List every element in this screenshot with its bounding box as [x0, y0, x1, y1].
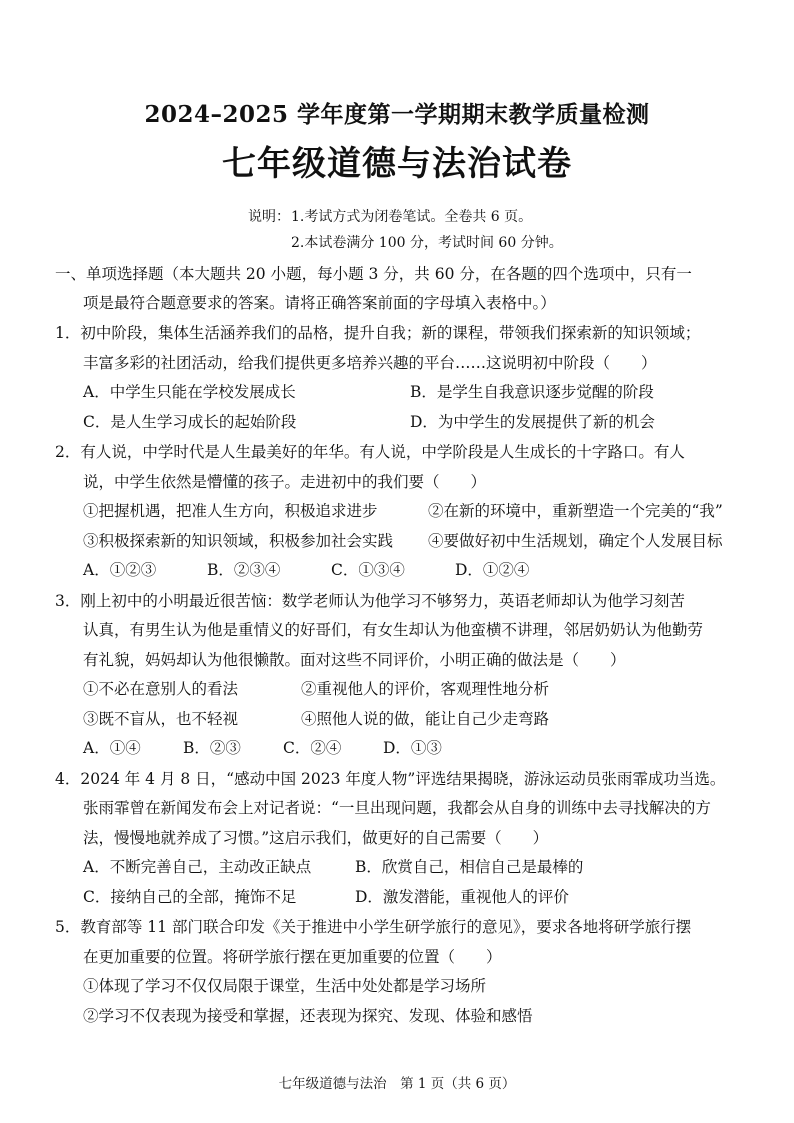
- option-c: C．①③④: [331, 561, 405, 579]
- stem-line: 有礼貌，妈妈却认为他很懒散。面对这些不同评价，小明正确的做法是（ ）: [83, 650, 626, 669]
- stem-line: 2．有人说，中学时代是人生最美好的年华。有人说，中学阶段是人生成长的十字路口。有人: [55, 443, 685, 461]
- question-options: [55, 853, 745, 912]
- option-b: B．欣赏自己，相信自己是最棒的: [355, 858, 584, 876]
- statement-4: ④要做好初中生活规划，确定个人发展目标: [428, 531, 723, 550]
- statement-3: ③积极探索新的知识领域，积极参加社会实践: [83, 531, 394, 550]
- question-2: [55, 438, 745, 586]
- exam-header: [0, 98, 794, 190]
- exam-content: [55, 260, 745, 1031]
- question-statements: [55, 497, 745, 556]
- stem-line: 丰富多彩的社团活动，给我们提供更多培养兴趣的平台……这说明初中阶段（ ）: [83, 353, 657, 372]
- question-stem: [55, 438, 745, 497]
- exam-title-line1: 2024–2025 学年度第一学期期末教学质量检测: [144, 101, 650, 128]
- option-b: B．②③④: [207, 561, 281, 579]
- statement-4: ④照他人说的做，能让自己少走弯路: [301, 709, 550, 728]
- option-b: B．②③: [183, 739, 241, 757]
- option-d: D．激发潜能，重视他人的评价: [355, 887, 569, 906]
- stem-line: 在更加重要的位置。将研学旅行摆在更加重要的位置（ ）: [83, 947, 502, 966]
- option-c: C．接纳自己的全部，掩饰不足: [83, 887, 297, 906]
- option-c: C．是人生学习成长的起始阶段: [83, 412, 297, 431]
- option-a: A．不断完善自己，主动改正缺点: [83, 858, 312, 876]
- question-5: [55, 913, 745, 1031]
- instruction-item: 1.考试方式为闭卷笔试。全卷共 6 页。: [291, 209, 533, 225]
- question-stem: [55, 913, 745, 972]
- stem-line: 5．教育部等 11 部门联合印发《关于推进中小学生研学旅行的意见》，要求各地将研学旅行摆: [55, 918, 692, 936]
- instructions-label: 说明：: [248, 209, 290, 225]
- statement-1: ①体现了学习不仅仅局限于课堂，生活中处处都是学习场所: [83, 977, 487, 995]
- option-a: A．①④: [83, 739, 141, 757]
- page-footer: 七年级道德与法治 第 1 页（共 6 页）: [278, 1076, 516, 1092]
- statement-2: ②重视他人的评价，客观理性地分析: [301, 680, 550, 698]
- section-heading: [55, 260, 745, 318]
- statement-2: ②在新的环境中，重新塑造一个完美的“我”: [428, 502, 723, 520]
- statement-2: ②学习不仅表现为接受和掌握，还表现为探究、发现、体验和感悟: [83, 1006, 533, 1025]
- question-3: [55, 587, 745, 764]
- question-options: [55, 556, 745, 586]
- section-heading-line: 项是最符合题意要求的答案。请将正确答案前面的字母填入表格中。）: [83, 294, 556, 312]
- question-4: [55, 765, 745, 913]
- question-options: [55, 734, 745, 764]
- stem-line: 1．初中阶段，集体生活涵养我们的品格，提升自我；新的课程，带领我们探索新的知识领域；: [55, 324, 701, 342]
- exam-title-line2: 七年级道德与法治试卷: [222, 144, 572, 184]
- statement-3: ③既不盲从，也不轻视: [83, 709, 239, 728]
- statement-1: ①把握机遇，把准人生方向，积极追求进步: [83, 502, 378, 520]
- instruction-item: 2.本试卷满分 100 分，考试时间 60 分钟。: [291, 235, 563, 251]
- question-stem: [55, 765, 745, 854]
- question-stem: [55, 319, 745, 378]
- stem-line: 认真，有男生认为他是重情义的好哥们，有女生却认为他蛮横不讲理，邻居奶奶认为他勤劳: [83, 621, 704, 639]
- option-d: D．为中学生的发展提供了新的机会: [410, 412, 655, 431]
- option-d: D．①③: [383, 739, 442, 757]
- option-d: D．①②④: [455, 561, 530, 579]
- option-b: B．是学生自我意识逐步觉醒的阶段: [410, 383, 654, 401]
- stem-line: 说，中学生依然是懵懂的孩子。走进初中的我们要（ ）: [83, 472, 487, 491]
- stem-line: 张雨霏曾在新闻发布会上对记者说：“一旦出现问题，我都会从自身的训练中去寻找解决的方: [83, 799, 711, 817]
- stem-line: 3．刚上初中的小明最近很苦恼：数学老师认为他学习不够努力，英语老师却认为他学习刻苦: [55, 591, 685, 610]
- statement-1: ①不必在意别人的看法: [83, 680, 239, 698]
- stem-line: 法，慢慢地就养成了习惯。”这启示我们，做更好的自己需要（ ）: [83, 828, 549, 847]
- option-a: A．①②③: [83, 561, 157, 579]
- question-options: [55, 378, 745, 437]
- option-a: A．中学生只能在学校发展成长: [83, 383, 296, 401]
- section-heading-line: 一、单项选择题（本大题共 20 小题，每小题 3 分，共 60 分，在各题的四个选项中，只有一: [55, 265, 692, 283]
- stem-line: 4．2024 年 4 月 8 日，“感动中国 2023 年度人物”评选结果揭晓，游泳运动员张雨霏成功当选。: [55, 769, 726, 788]
- option-c: C．②④: [283, 739, 342, 757]
- question-stem: [55, 587, 745, 676]
- question-statements: [55, 675, 745, 734]
- question-1: [55, 319, 745, 437]
- exam-instructions: [248, 204, 563, 256]
